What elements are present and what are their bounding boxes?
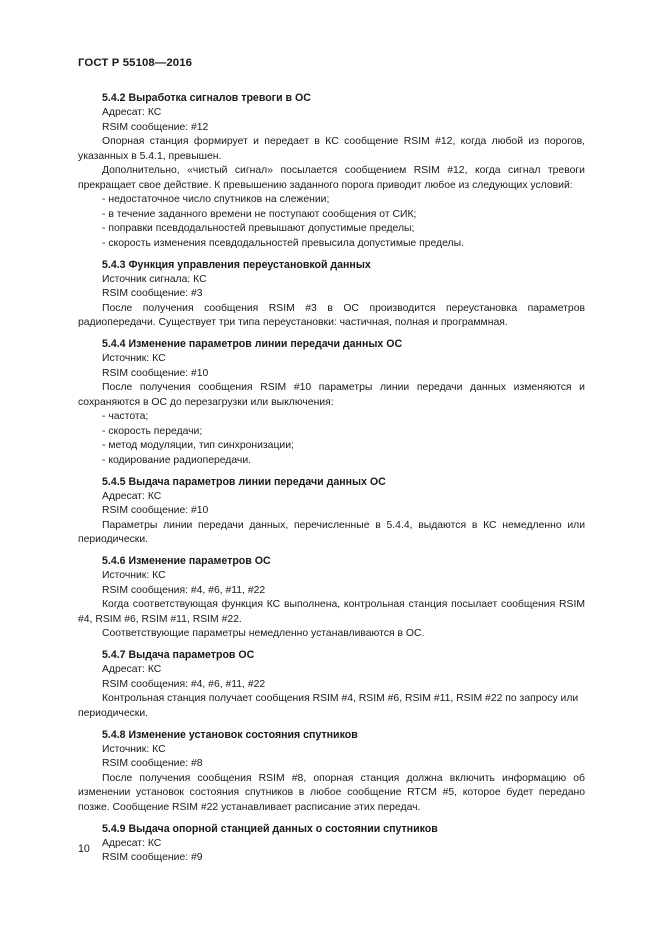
section-title: 5.4.9 Выдача опорной станцией данных о состоянии спутников (102, 822, 438, 835)
list-item: - частота; (102, 411, 149, 422)
source-line: Источник: КС (102, 570, 166, 581)
list-item: - поправки псевдодальностей превышают допустимые пределы; (102, 223, 415, 234)
section-5-4-6 (78, 554, 585, 642)
section-5-4-5 (78, 475, 585, 548)
paragraph: После получения сообщения RSIM #3 в ОС производится переустановка параметров радиопередачи. Существует три типа переустановки: частичная, полная и программная. (78, 302, 585, 328)
document-body (78, 91, 585, 872)
addressee-line: Адресат: КС (102, 664, 162, 675)
message-line: RSIM сообщение: #10 (102, 505, 209, 516)
list-item: - скорость передачи; (102, 425, 203, 437)
paragraph: Дополнительно, «чистый сигнал» посылается сообщением RSIM #12, когда сигнал тревоги прекращает свое действие. К превышению заданного порога приводит любое из следующих условий: (78, 165, 585, 191)
section-title: 5.4.8 Изменение установок состояния спутников (102, 728, 358, 741)
page-number: 10 (78, 843, 90, 855)
list-item: - метод модуляции, тип синхронизации; (102, 440, 294, 451)
message-line: RSIM сообщения: #4, #6, #11, #22 (102, 678, 266, 690)
message-line: RSIM сообщение: #9 (102, 852, 203, 863)
section-5-4-4 (78, 337, 585, 468)
list-item: - недостаточное число спутников на слежении; (102, 194, 330, 205)
section-5-4-2 (78, 91, 585, 251)
addressee-line: Адресат: КС (102, 107, 162, 118)
paragraph: После получения сообщения RSIM #8, опорная станция должна включить информацию об изменении установок состояния спутников в любое сообщение RTCM #5, которое будет передано позже. Сообщение RSIM #22 устанавливает расписание этих передач. (78, 772, 585, 813)
addressee-line: Адресат: КС (102, 490, 162, 502)
section-5-4-7 (78, 648, 585, 721)
message-line: RSIM сообщение: #10 (102, 367, 209, 379)
section-title: 5.4.5 Выдача параметров линии передачи данных ОС (102, 475, 386, 488)
section-title: 5.4.3 Функция управления переустановкой данных (102, 258, 371, 271)
source-line: Источник: КС (102, 743, 166, 755)
paragraph: Когда соответствующая функция КС выполнена, контрольная станция посылает сообщения RSIM #4, RSIM #6, RSIM #11, RSIM #22. (78, 599, 585, 625)
message-line: RSIM сообщение: #12 (102, 121, 209, 133)
section-title: 5.4.6 Изменение параметров ОС (102, 555, 271, 567)
message-line: RSIM сообщение: #3 (102, 288, 203, 299)
paragraph: Соответствующие параметры немедленно устанавливаются в ОС. (102, 628, 425, 639)
section-5-4-3 (78, 258, 585, 331)
paragraph: Параметры линии передачи данных, перечисленные в 5.4.4, выдаются в КС немедленно или периодически. (78, 519, 585, 545)
section-5-4-9 (78, 822, 585, 866)
source-line: Источник: КС (102, 353, 166, 364)
addressee-line: Адресат: КС (102, 837, 162, 849)
section-title: 5.4.4 Изменение параметров линии передачи данных ОС (102, 338, 403, 350)
document-id: ГОСТ Р 55108—2016 (78, 57, 193, 69)
message-line: RSIM сообщение: #8 (102, 758, 203, 769)
paragraph: После получения сообщения RSIM #10 параметры линии передачи данных изменяются и сохраняются в ОС до перезагрузки или выключения: (78, 382, 585, 408)
list-item: - в течение заданного времени не поступают сообщения от СИК; (102, 208, 417, 220)
list-item: - скорость изменения псевдодальностей превысила допустимые пределы. (102, 237, 464, 249)
list-item: - кодирование радиопередачи. (102, 454, 252, 466)
section-5-4-8 (78, 728, 585, 816)
paragraph: Контрольная станция получает сообщения RSIM #4, RSIM #6, RSIM #11, RSIM #22 по запросу или периодически. (78, 693, 579, 719)
message-line: RSIM сообщения: #4, #6, #11, #22 (102, 584, 266, 596)
source-line: Источник сигнала: КС (102, 273, 207, 285)
section-title: 5.4.7 Выдача параметров ОС (102, 649, 255, 661)
section-title: 5.4.2 Выработка сигналов тревоги в ОС (102, 92, 311, 104)
paragraph: Опорная станция формирует и передает в КС сообщение RSIM #12, когда любой из порогов, указанных в 5.4.1, превышен. (78, 136, 585, 162)
